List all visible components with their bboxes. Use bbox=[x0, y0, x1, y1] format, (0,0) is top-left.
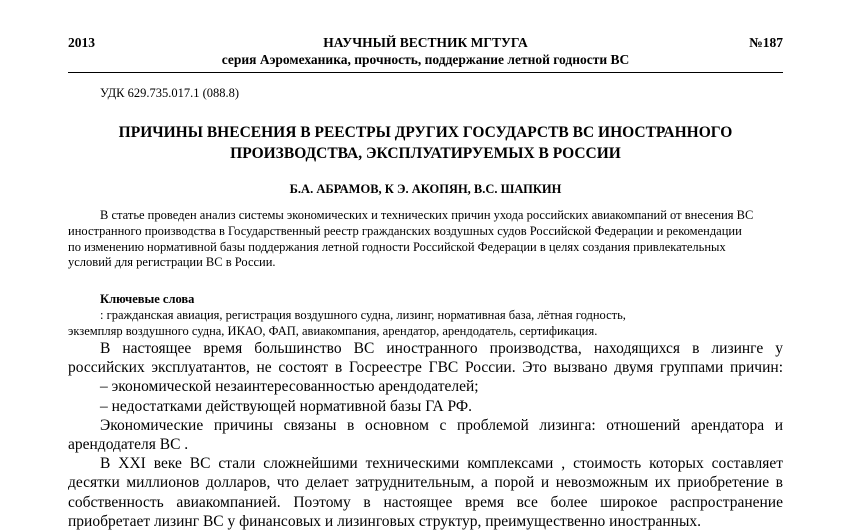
body-line: – экономической незаинтересованностью арендодателей; bbox=[100, 378, 479, 396]
body-text bbox=[68, 339, 783, 531]
keywords-label: Ключевые слова bbox=[100, 292, 195, 306]
title-line: ПРОИЗВОДСТВА, ЭКСПЛУАТИРУЕМЫХ В РОССИИ bbox=[230, 145, 621, 162]
header-year: 2013 bbox=[68, 35, 95, 50]
keywords-text: : гражданская авиация, регистрация воздушного судна, лизинг, нормативная база, лётная годность, bbox=[100, 307, 626, 322]
body-line: В настоящее время большинство ВС иностранного производства, находящихся в лизинге у bbox=[100, 340, 783, 357]
abstract bbox=[68, 208, 783, 271]
body-line: собственность авиакомпанией. Поэтому в настоящее время все более широкое распространение bbox=[68, 493, 783, 511]
abstract-line: В статье проведен анализ системы экономических и технических причин ухода российских авиакомпаний от внесения ВС bbox=[100, 208, 754, 222]
keywords-line bbox=[68, 292, 783, 324]
header-issue-number: №187 bbox=[749, 35, 783, 50]
body-line: приобретает лизинг ВС у финансовых и лизинговых структур, преимущественно иностранных. bbox=[68, 512, 701, 530]
udk-code: УДК 629.735.017.1 (088.8) bbox=[100, 86, 240, 100]
keywords-line: экземпляр воздушного судна, ИКАО, ФАП, авиакомпания, арендатор, арендодатель, сертификация. bbox=[68, 323, 598, 338]
body-line: В XXI веке ВС стали сложнейшими техническими комплексами , стоимость которых составляет bbox=[100, 455, 783, 473]
article-authors: Б.А. АБРАМОВ, К Э. АКОПЯН, В.С. ШАПКИН bbox=[289, 182, 562, 196]
body-line: Экономические причины связаны в основном с проблемой лизинга: отношений арендатора и bbox=[100, 416, 783, 434]
abstract-line: условий для регистрации ВС в России. bbox=[68, 255, 276, 270]
article-title bbox=[68, 122, 783, 164]
body-line: арендодателя ВС . bbox=[68, 435, 189, 453]
body-line: – недостатками действующей нормативной базы ГА РФ. bbox=[100, 397, 473, 415]
header-journal-title: НАУЧНЫЙ ВЕСТНИК МГТУГА bbox=[323, 35, 528, 50]
body-line: российских эксплуатантов, не состоят в Госреестре ГВС России. Это вызвано двумя группами причин: bbox=[68, 359, 783, 377]
keywords bbox=[68, 292, 783, 339]
abstract-line: по изменению нормативной базы поддержания летной годности Российской Федерации в целях создания привлекательных bbox=[68, 239, 726, 254]
body-line: десятки миллионов долларов, что делает затруднительным, а порой и невозможным их приобретение в bbox=[68, 474, 783, 492]
title-line: ПРИЧИНЫ ВНЕСЕНИЯ В РЕЕСТРЫ ДРУГИХ ГОСУДАРСТВ ВС ИНОСТРАННОГО bbox=[118, 124, 733, 141]
header-divider bbox=[68, 72, 783, 73]
abstract-line: иностранного производства в Государственный реестр гражданских воздушных судов Российской Федерации и рекомендации bbox=[68, 223, 742, 238]
header-series: серия Аэромеханика, прочность, поддержание летной годности ВС bbox=[221, 52, 630, 67]
